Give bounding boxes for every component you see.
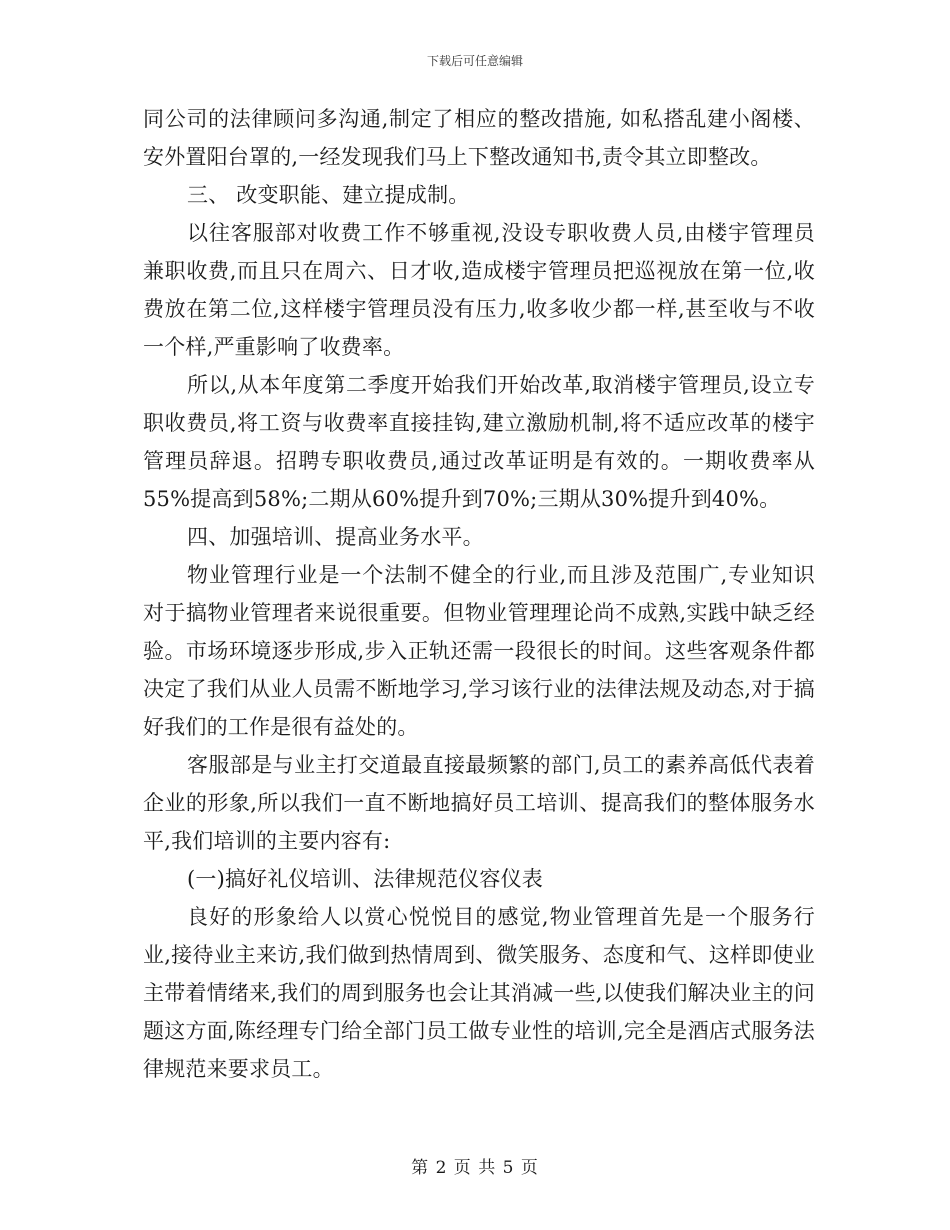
- subsection-heading-1: (一)搞好礼仪培训、法律规范仪容仪表: [187, 867, 543, 891]
- paragraph-4: 物业管理行业是一个法制不健全的行业,而且涉及范围广,专业知识对于搞物业管理者来说很重要。但物业管理理论尚不成熟,实践中缺乏经验。市场环境逐步形成,步入正轨还需一段很长的时间。这些客观条件都决定了我们从业人员需不断地学习,学习该行业的法律法规及动态,对于搞好我们的工作是很有益处的。: [143, 563, 815, 739]
- page-number: 第 2 页 共 5 页: [411, 1158, 539, 1178]
- header-note: 下载后可任意编辑: [426, 54, 523, 68]
- paragraph-1: 同公司的法律顾问多沟通,制定了相应的整改措施, 如私搭乱建小阁楼、安外置阳台罩的,一经发现我们马上下整改通知书,责令其立即整改。: [143, 107, 815, 169]
- paragraph-3: 所以,从本年度第二季度开始我们开始改革,取消楼宇管理员,设立专职收费员,将工资与收费率直接挂钩,建立激励机制,将不适应改革的楼宇管理员辞退。招聘专职收费员,通过改革证明是有效的。一期收费率从55%提高到58%;二期从60%提升到70%;三期从30%提升到40%。: [143, 373, 815, 511]
- paragraph-6: 良好的形象给人以赏心悦悦目的感觉,物业管理首先是一个服务行业,接待业主来访,我们做到热情周到、微笑服务、态度和气、这样即使业主带着情绪来,我们的周到服务也会让其消减一些,以使我们解决业主的问题这方面,陈经理专门给全部门员工做专业性的培训,完全是酒店式服务法律规范来要求员工。: [143, 905, 815, 1081]
- document-body: [143, 100, 815, 1088]
- paragraph-5: 客服部是与业主打交道最直接最频繁的部门,员工的素养高低代表着企业的形象,所以我们一直不断地搞好员工培训、提高我们的整体服务水平,我们培训的主要内容有:: [143, 753, 815, 853]
- paragraph-2: 以往客服部对收费工作不够重视,没设专职收费人员,由楼宇管理员兼职收费,而且只在周六、日才收,造成楼宇管理员把巡视放在第一位,收费放在第二位,这样楼宇管理员没有压力,收多收少都一样,甚至收与不收一个样,严重影响了收费率。: [143, 221, 815, 359]
- section-heading-4: 四、加强培训、提高业务水平。: [187, 525, 484, 549]
- section-heading-3: 三、 改变职能、建立提成制。: [187, 183, 470, 207]
